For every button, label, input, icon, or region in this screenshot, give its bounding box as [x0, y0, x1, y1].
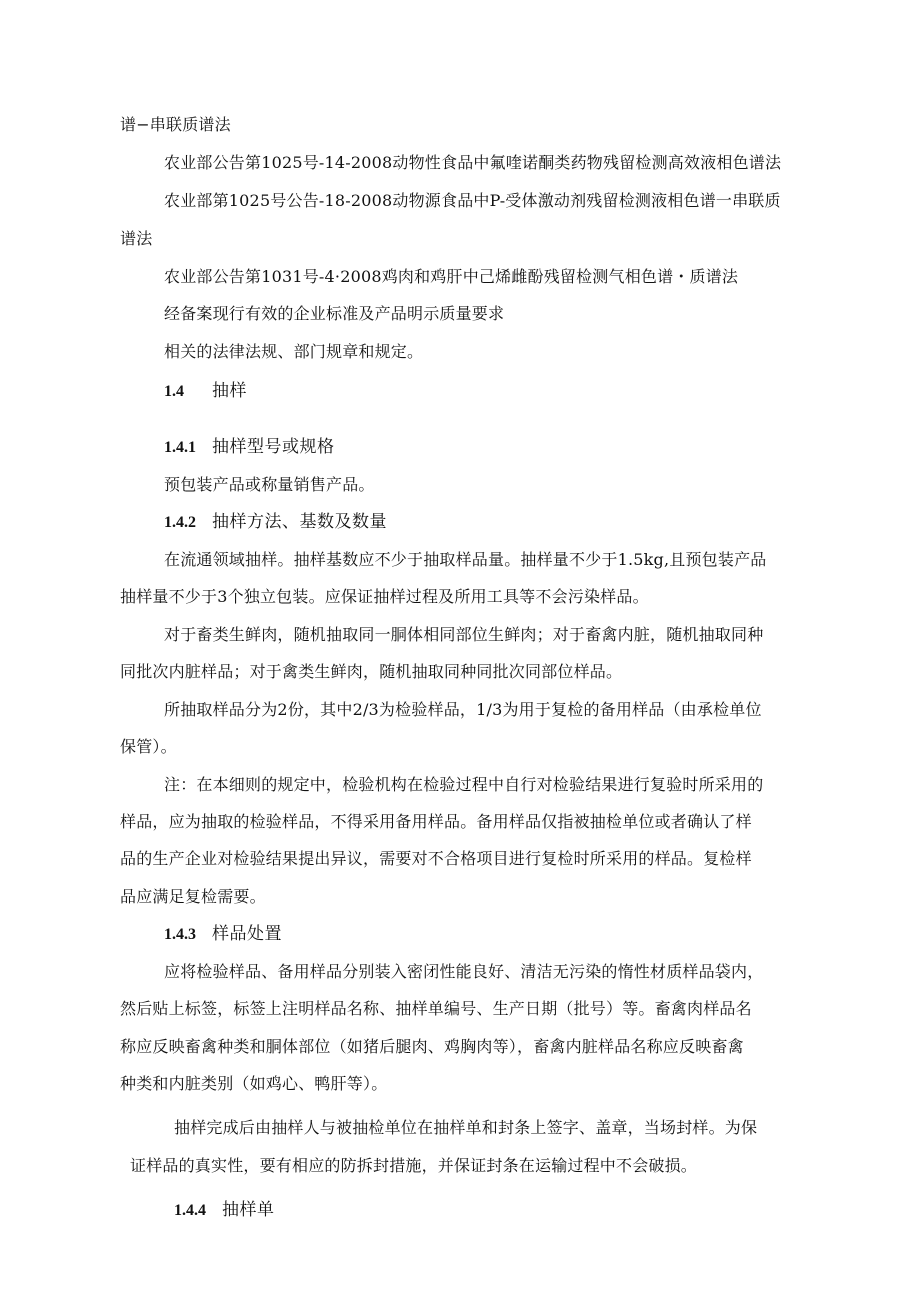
section-heading-1-4-2: [164, 511, 387, 534]
text-line: 证样品的真实性，要有相应的防拆封措施，并保证封条在运输过程中不会破损。: [130, 1156, 698, 1175]
text-line: 种类和内脏类别（如鸡心、鸭肝等）。: [120, 1074, 388, 1093]
section-title: 样品处置: [212, 924, 282, 944]
section-heading-1-4-1: [164, 436, 335, 459]
text-line: 抽样量不少于3个独立包装。应保证抽样过程及所用工具等不会污染样品。: [120, 587, 649, 606]
text-line: 同批次内脏样品；对于禽类生鲜肉，随机抽取同种同批次同部位样品。: [120, 662, 623, 681]
text-line: 谱法: [120, 229, 153, 248]
text-line: 保管）。: [120, 737, 177, 756]
text-line: 预包装产品或称量销售产品。: [164, 475, 375, 494]
section-number: 1.4: [164, 383, 184, 400]
text-line: 谱−串联质谱法: [120, 115, 231, 134]
text-line: 品应满足复检需要。: [120, 887, 266, 906]
section-number: 1.4.1: [164, 439, 196, 456]
section-heading-1-4: [164, 380, 247, 403]
section-title: 抽样: [212, 381, 247, 401]
text-line: 应将检验样品、备用样品分别装入密闭性能良好、清洁无污染的惰性材质样品袋内，: [164, 962, 764, 981]
section-title: 抽样方法、基数及数量: [212, 512, 387, 532]
text-line: 农业部公告第1025号-14-2008动物性食品中氟喹诺酮类药物残留检测高效液相色谱法: [164, 153, 782, 172]
section-title: 抽样单: [222, 1200, 275, 1220]
section-heading-1-4-3: [164, 923, 282, 946]
text-line: 相关的法律法规、部门规章和规定。: [164, 342, 424, 361]
text-line: 品的生产企业对检验结果提出异议，需要对不合格项目进行复检时所采用的样品。复检样: [120, 849, 752, 868]
text-line: 农业部第1025号公告-18-2008动物源食品中P-受体激动剂残留检测液相色谱一串联质: [164, 191, 781, 210]
text-line: 农业部公告第1031号-4·2008鸡肉和鸡肝中己烯雌酚残留检测气相色谱・质谱法: [164, 267, 739, 286]
text-line: 经备案现行有效的企业标准及产品明示质量要求: [164, 304, 505, 323]
text-line: 在流通领域抽样。抽样基数应不少于抽取样品量。抽样量不少于1.5kg,且预包装产品: [164, 550, 767, 569]
text-line: 样品，应为抽取的检验样品，不得采用备用样品。备用样品仅指被抽检单位或者确认了样: [120, 812, 752, 831]
section-number: 1.4.4: [174, 1202, 206, 1219]
section-number: 1.4.2: [164, 514, 196, 531]
text-line: 对于畜类生鲜肉，随机抽取同一胴体相同部位生鲜肉；对于畜禽内脏，随机抽取同种: [164, 625, 764, 644]
text-line: 称应反映畜禽种类和胴体部位（如猪后腿肉、鸡胸肉等），畜禽内脏样品名称应反映畜禽: [120, 1037, 744, 1056]
text-line: 所抽取样品分为2份，其中2/3为检验样品，1/3为用于复检的备用样品（由承检单位: [164, 700, 762, 719]
text-line: 抽样完成后由抽样人与被抽检单位在抽样单和封条上签字、盖章，当场封样。为保: [174, 1118, 758, 1137]
text-line: 注：在本细则的规定中，检验机构在检验过程中自行对检验结果进行复验时所采用的: [164, 775, 764, 794]
section-heading-1-4-4: [174, 1199, 275, 1222]
section-title: 抽样型号或规格: [212, 437, 335, 457]
section-number: 1.4.3: [164, 926, 196, 943]
text-line: 然后贴上标签，标签上注明样品名称、抽样单编号、生产日期（批号）等。畜禽肉样品名: [120, 999, 752, 1018]
